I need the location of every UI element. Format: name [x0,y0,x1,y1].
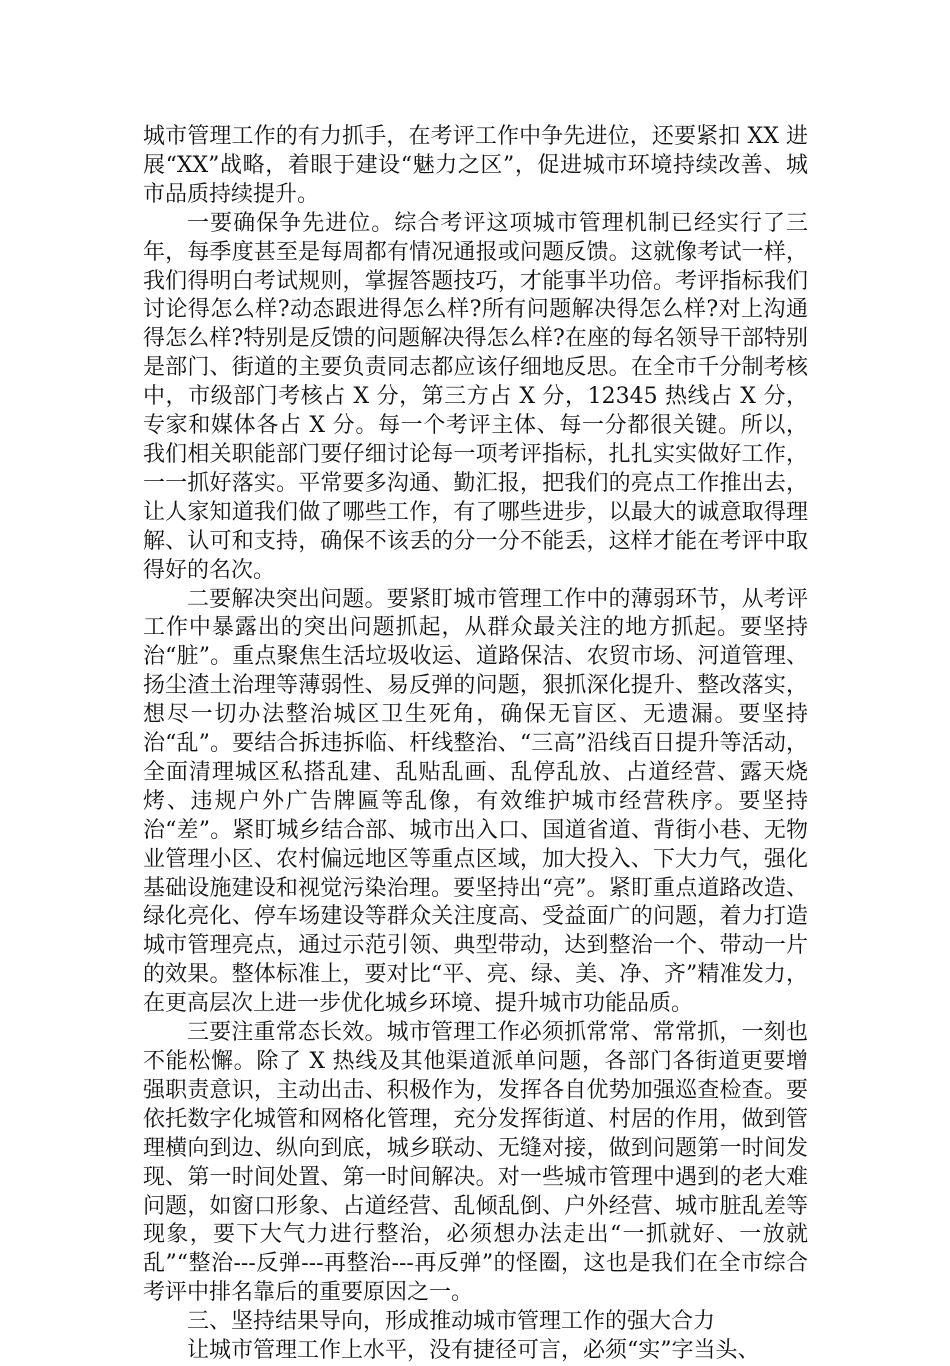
paragraph-point-two: 二要解决突出问题。要紧盯城市管理工作中的薄弱环节，从考评工作中暴露出的突出问题抓起，从群众最关注的地方抓起。要坚持治“脏”。重点聚焦生活垃圾收运、道路保洁、农贸市场、河道管理、扬尘渣土治理等薄弱性、易反弹的问题，狠抓深化提升、整改落实，想尽一切办法整治城区卫生死角，确保无盲区、无遗漏。要坚持治“乱”。要结合拆违拆临、杆线整治、“三高”沿线百日提升等活动，全面清理城区私搭乱建、乱贴乱画、乱停乱放、占道经营、露天烧烤、违规户外广告牌匾等乱像，有效维护城市经营秩序。要坚持治“差”。紧盯城乡结合部、城市出入口、国道省道、背街小巷、无物业管理小区、农村偏远地区等重点区域，加大投入、下大力气，强化基础设施建设和视觉污染治理。要坚持出“亮”。紧盯重点道路改造、绿化亮化、停车场建设等群众关注度高、受益面广的问题，着力打造城市管理亮点，通过示范引领、典型带动，达到整治一个、带动一片的效果。整体标准上，要对比“平、亮、绿、美、净、齐”精准发力，在更高层次上进一步优化城乡环境、提升城市功能品质。 [143,586,808,1017]
paragraph-point-three: 三要注重常态长效。城市管理工作必须抓常常、常常抓，一刻也不能松懈。除了 X 热线及其他渠道派单问题，各部门各街道更要增强职责意识，主动出击、积极作为，发挥各自优势加强巡查检查。要依托数字化城管和网格化管理，充分发挥街道、村居的作用，做到管理横向到边、纵向到底，城乡联动、无缝对接，做到问题第一时间发现、第一时间处置、第一时间解决。对一些城市管理中遇到的老大难问题，如窗口形象、占道经营、乱倾乱倒、户外经营、城市脏乱差等现象，要下大气力进行整治，必须想办法走出“一抓就好、一放就乱”“整治---反弹---再整治---再反弹”的怪圈，这也是我们在全市综合考评中排名靠后的重要原因之一。 [143,1020,808,1306]
document-body [143,123,808,1366]
paragraph-intro: 城市管理工作的有力抓手，在考评工作中争先进位，还要紧扣 XX 进展“XX”战略，着眼于建设“魅力之区”，促进城市环境持续改善、城市品质持续提升。 [143,124,808,207]
paragraph-section-three-start: 让城市管理工作上水平，没有捷径可言，必须“实”字当头、 [187,1338,760,1364]
paragraph-point-one: 一要确保争先进位。综合考评这项城市管理机制已经实行了三年，每季度甚至是每周都有情况通报或问题反馈。这就像考试一样，我们得明白考试规则，掌握答题技巧，才能事半功倍。考评指标我们讨论得怎么样?动态跟进得怎么样?所有问题解决得怎么样?对上沟通得怎么样?特别是反馈的问题解决得怎么样?在座的每名领导干部特别是部门、街道的主要负责同志都应该仔细地反思。在全市千分制考核中，市级部门考核占 X 分，第三方占 X 分，12345 热线占 X 分，专家和媒体各占 X 分。每一个考评主体、每一分都很关键。所以，我们相关职能部门要仔细讨论每一项考评指标，扎扎实实做好工作，一一抓好落实。平常要多沟通、勤汇报，把我们的亮点工作推出去，让人家知道我们做了哪些工作，有了哪些进步，以最大的诚意取得理解、认可和支持，确保不该丢的分一分不能丢，这样才能在考评中取得好的名次。 [143,210,808,583]
section-heading-three: 三、坚持结果导向，形成推动城市管理工作的强大合力 [187,1309,716,1335]
